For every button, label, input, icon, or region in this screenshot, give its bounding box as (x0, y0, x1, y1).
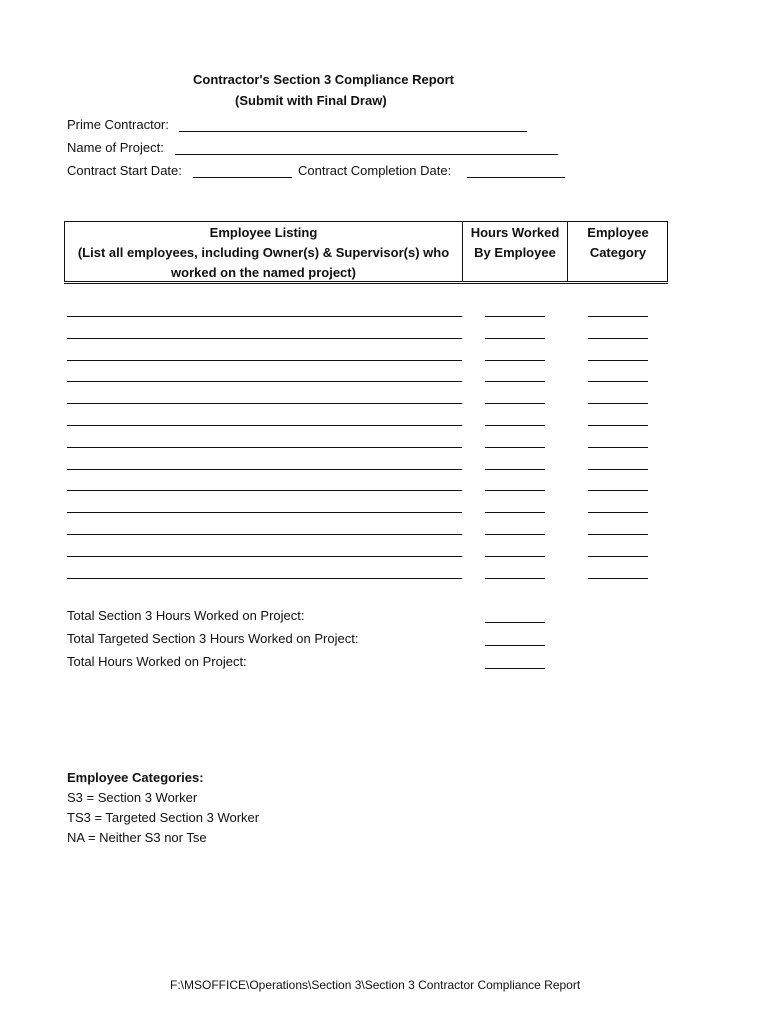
prime-contractor-label: Prime Contractor: (67, 117, 169, 132)
employee-name-field[interactable] (67, 534, 462, 535)
targeted-hours-label: Total Targeted Section 3 Hours Worked on Project: (67, 631, 359, 646)
employee-listing-note: (List all employees, including Owner(s) & Supervisor(s) who (77, 245, 450, 260)
category-na: NA = Neither S3 nor Tse (67, 830, 207, 845)
section3-hours-label: Total Section 3 Hours Worked on Project: (67, 608, 305, 623)
completion-date-label: Contract Completion Date: (298, 163, 452, 178)
section3-hours-field[interactable] (485, 622, 545, 623)
hours-field[interactable] (485, 403, 545, 404)
prime-contractor-field[interactable] (179, 131, 527, 132)
employee-category-title: Employee (587, 225, 649, 240)
hours-field[interactable] (485, 534, 545, 535)
hours-worked-title: Hours Worked (470, 225, 560, 240)
project-name-field[interactable] (175, 154, 558, 155)
report-title: Contractor's Section 3 Compliance Report (193, 72, 454, 87)
category-field[interactable] (588, 403, 648, 404)
category-field[interactable] (588, 425, 648, 426)
targeted-hours-field[interactable] (485, 645, 545, 646)
hours-field[interactable] (485, 360, 545, 361)
hours-field[interactable] (485, 316, 545, 317)
start-date-field[interactable] (193, 177, 292, 178)
category-field[interactable] (588, 316, 648, 317)
category-field[interactable] (588, 556, 648, 557)
employee-table-header (64, 221, 668, 282)
category-field[interactable] (588, 512, 648, 513)
employee-name-field[interactable] (67, 360, 462, 361)
category-field[interactable] (588, 578, 648, 579)
employee-name-field[interactable] (67, 512, 462, 513)
hours-field[interactable] (485, 381, 545, 382)
employee-name-field[interactable] (67, 425, 462, 426)
hours-worked-header (463, 222, 567, 281)
hours-worked-subtitle: By Employee (474, 245, 556, 260)
header-bottom-rule (64, 283, 668, 284)
hours-field[interactable] (485, 490, 545, 491)
hours-field[interactable] (485, 469, 545, 470)
hours-field[interactable] (485, 425, 545, 426)
total-hours-label: Total Hours Worked on Project: (67, 654, 247, 669)
project-name-label: Name of Project: (67, 140, 164, 155)
category-field[interactable] (588, 534, 648, 535)
category-field[interactable] (588, 360, 648, 361)
category-field[interactable] (588, 469, 648, 470)
start-date-label: Contract Start Date: (67, 163, 182, 178)
employee-name-field[interactable] (67, 490, 462, 491)
employee-name-field[interactable] (67, 403, 462, 404)
hours-field[interactable] (485, 556, 545, 557)
employee-listing-note-cont: worked on the named project) (171, 265, 356, 280)
category-ts3: TS3 = Targeted Section 3 Worker (67, 810, 260, 825)
employee-name-field[interactable] (67, 338, 462, 339)
hours-field[interactable] (485, 512, 545, 513)
hours-field[interactable] (485, 447, 545, 448)
category-field[interactable] (588, 447, 648, 448)
completion-date-field[interactable] (467, 177, 565, 178)
category-s3: S3 = Section 3 Worker (67, 790, 198, 805)
footer-file-path: F:\MSOFFICE\Operations\Section 3\Section 3 Contractor Compliance Report (170, 978, 581, 992)
hours-field[interactable] (485, 578, 545, 579)
employee-listing-header (65, 222, 462, 281)
employee-name-field[interactable] (67, 447, 462, 448)
category-field[interactable] (588, 490, 648, 491)
total-hours-field[interactable] (485, 668, 545, 669)
employee-listing-title: Employee Listing (209, 225, 318, 240)
employee-category-header (568, 222, 668, 281)
report-subtitle: (Submit with Final Draw) (235, 93, 387, 108)
employee-name-field[interactable] (67, 469, 462, 470)
employee-name-field[interactable] (67, 316, 462, 317)
category-field[interactable] (588, 338, 648, 339)
hours-field[interactable] (485, 338, 545, 339)
employee-name-field[interactable] (67, 381, 462, 382)
category-field[interactable] (588, 381, 648, 382)
employee-category-subtitle: Category (589, 245, 647, 260)
employee-name-field[interactable] (67, 578, 462, 579)
employee-name-field[interactable] (67, 556, 462, 557)
categories-heading: Employee Categories: (67, 770, 204, 785)
